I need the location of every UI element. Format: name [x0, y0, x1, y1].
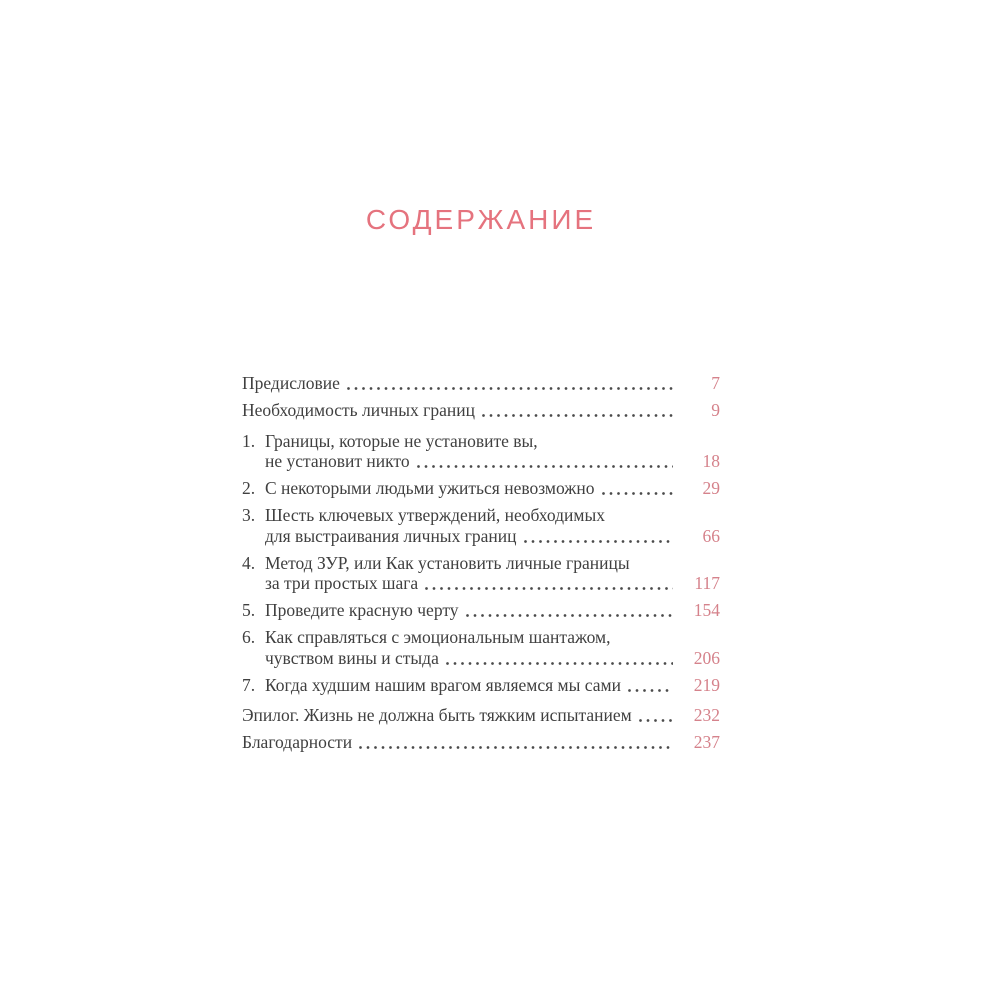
toc-entry-page: 7 [711, 373, 720, 393]
toc-entry-number: 5. [242, 600, 256, 620]
toc-entry-page: 117 [694, 573, 720, 593]
contents-title-wrap [242, 204, 720, 236]
toc-entry-page: 206 [693, 647, 720, 668]
toc-entry-page: 154 [693, 600, 720, 620]
toc-back-matter [242, 705, 720, 753]
toc-entry-label: Необходимость личных границ [242, 400, 475, 420]
toc-entry-page: 232 [693, 705, 720, 725]
toc-entry-number: 3. [242, 505, 256, 525]
toc-entry-page: 237 [693, 732, 720, 752]
toc-chapters [242, 431, 720, 696]
toc-entry-label: Предисловие [242, 373, 340, 393]
toc-entry [242, 675, 720, 696]
toc-entry-label: Проведите красную черту [265, 600, 459, 620]
contents-title: СОДЕРЖАНИЕ [365, 204, 597, 235]
toc-entry [242, 373, 720, 394]
toc-entry [242, 732, 720, 753]
toc-entry-page: 66 [702, 525, 720, 546]
toc-entry [242, 400, 720, 421]
toc-entry-number: 7. [242, 674, 256, 695]
toc-entry-label-line2: за три простых шага [265, 573, 419, 593]
toc-entry-label-line2: не установит никто [265, 451, 410, 471]
table-of-contents [242, 373, 720, 759]
dot-leader [425, 587, 673, 590]
toc-entry [242, 705, 720, 726]
toc-entry-number: 1. [242, 430, 256, 451]
toc-entry-page: 29 [702, 478, 720, 498]
toc-entry-number: 2. [242, 478, 256, 498]
toc-entry-label: Когда худшим нашим врагом являемся мы сами [265, 674, 621, 695]
toc-entry-label: Эпилог. Жизнь не должна быть тяжким испытанием [242, 705, 632, 725]
toc-entry-page: 219 [693, 674, 720, 695]
toc-entry-label: С некоторыми людьми ужиться невозможно [265, 478, 595, 498]
dot-leader [639, 719, 673, 722]
toc-entry-label-line2: для выстраивания личных границ [265, 525, 517, 546]
toc-entry [242, 600, 720, 621]
toc-entry-label-line1: Метод ЗУР, или Как установить личные границы [265, 552, 630, 573]
toc-entry [242, 553, 720, 594]
dot-leader [359, 746, 673, 749]
toc-entry [242, 627, 720, 668]
dot-leader [446, 662, 673, 665]
dot-leader [466, 614, 674, 617]
dot-leader [482, 414, 673, 417]
toc-entry [242, 478, 720, 499]
toc-entry-label: Благодарности [242, 732, 353, 752]
toc-entry-label-line1: Как справляться с эмоциональным шантажом, [265, 627, 611, 647]
toc-entry-number: 4. [242, 552, 256, 573]
toc-front-matter [242, 373, 720, 421]
toc-entry-number: 6. [242, 627, 256, 647]
toc-entry-label-line1: Границы, которые не установите вы, [265, 430, 538, 451]
toc-entry-page: 18 [702, 451, 720, 471]
dot-leader [524, 540, 674, 543]
toc-entry-label-line1: Шесть ключевых утверждений, необходимых [265, 505, 605, 525]
toc-entry [242, 431, 720, 472]
dot-leader [628, 689, 673, 692]
dot-leader [602, 492, 673, 495]
dot-leader [417, 465, 673, 468]
toc-entry-label-line2: чувством вины и стыда [265, 647, 439, 668]
toc-entry [242, 505, 720, 546]
toc-entry-page: 9 [711, 400, 720, 420]
dot-leader [347, 387, 673, 390]
